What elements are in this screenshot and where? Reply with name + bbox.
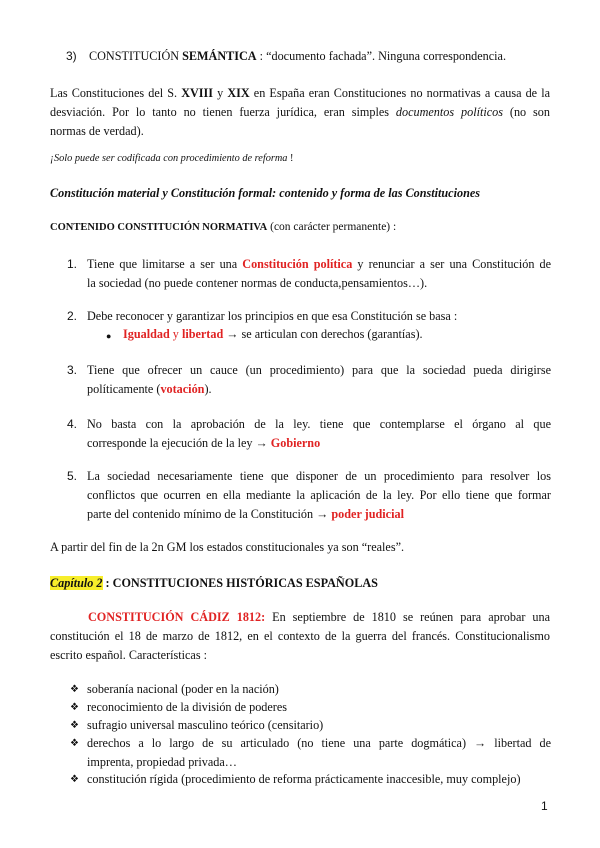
list-item-4-number: 4. (67, 417, 78, 431)
list-item-5: La sociedad necesariamente tiene que disponer de un procedimiento para resolver los conflictos que ocurren en ella mediante la aplicación de la ley. Por ello tiene que formar parte del contenido mínimo de la Constitución → poder judicial (87, 469, 551, 521)
postwar-note: A partir del fin de la 2n GM los estados constitucionales ya son “reales”. (50, 540, 405, 554)
diamond-bullet-icon: ❖ (70, 738, 79, 749)
diamond-bullet-icon: ❖ (70, 684, 79, 695)
list-item-5-number: 5. (67, 469, 78, 483)
feature-item: constitución rígida (procedimiento de reforma prácticamente inaccesible, muy complejo) (87, 772, 521, 786)
feature-item: sufragio universal masculino teórico (censitario) (87, 718, 324, 732)
chapter-heading: Capítulo 2 : CONSTITUCIONES HISTÓRICAS ESPAÑOLAS (50, 576, 378, 590)
section-heading: Constitución material y Constitución formal: contenido y forma de las Constituciones (50, 186, 480, 200)
list-item-4: No basta con la aprobación de la ley. tiene que contemplarse el órgano al que corresponde la ejecución de la ley → Gobierno (87, 417, 551, 450)
chapter-label: Capítulo 2 (50, 576, 103, 590)
diamond-bullet-icon: ❖ (70, 720, 79, 731)
bullet-icon: ● (106, 331, 112, 341)
contenido-heading: CONTENIDO CONSTITUCIÓN NORMATIVA (con carácter permanente) : (50, 221, 397, 233)
paragraph-constituciones: Las Constituciones del S. XVIII y XIX en España eran Constituciones no normativas a causa de la desviación. Por lo tanto no tienen fuerza jurídica, eran simples documentos políticos (no son normas de verdad). (50, 86, 550, 138)
reform-note: ¡Solo puede ser codificada con procedimiento de reforma ! (50, 153, 294, 164)
semantica-label: SEMÁNTICA (182, 49, 257, 63)
diamond-bullet-icon: ❖ (70, 702, 79, 713)
feature-item: derechos a lo largo de su articulado (no tiene una parte dogmática) → libertad de imprenta, propiedad privada… (87, 736, 551, 769)
list-item-3: Tiene que ofrecer un cauce (un procedimiento) para que la sociedad pueda dirigirse políticamente (votación). (87, 363, 551, 396)
diamond-bullet-icon: ❖ (70, 774, 79, 785)
item-3-text: CONSTITUCIÓN SEMÁNTICA : “documento fachada”. Ninguna correspondencia. (89, 49, 507, 63)
feature-item: reconocimiento de la división de poderes (87, 700, 288, 714)
cadiz-paragraph: CONSTITUCIÓN CÁDIZ 1812: En septiembre de 1810 se reúnen para aprobar una constitución el 18 de marzo de 1812, en el contexto de la guerra del francés. Constitucionalismo escrito español. Características : (50, 610, 550, 662)
list-item-2-number: 2. (67, 309, 78, 323)
list-item-3-number: 3. (67, 363, 78, 377)
list-item-2-sub: Igualdad y libertad → se articulan con derechos (garantías). (123, 327, 423, 341)
feature-item: soberanía nacional (poder en la nación) (87, 682, 279, 696)
page-number: 1 (541, 799, 548, 813)
list-item-1: Tiene que limitarse a ser una Constitución política y renunciar a ser una Constitución de la sociedad (no puede contener normas de conducta,pensamientos…). (87, 257, 551, 290)
list-item-2: Debe reconocer y garantizar los principios en que esa Constitución se basa : (87, 309, 458, 323)
item-3-number: 3) (66, 49, 77, 63)
list-item-1-number: 1. (67, 257, 78, 271)
